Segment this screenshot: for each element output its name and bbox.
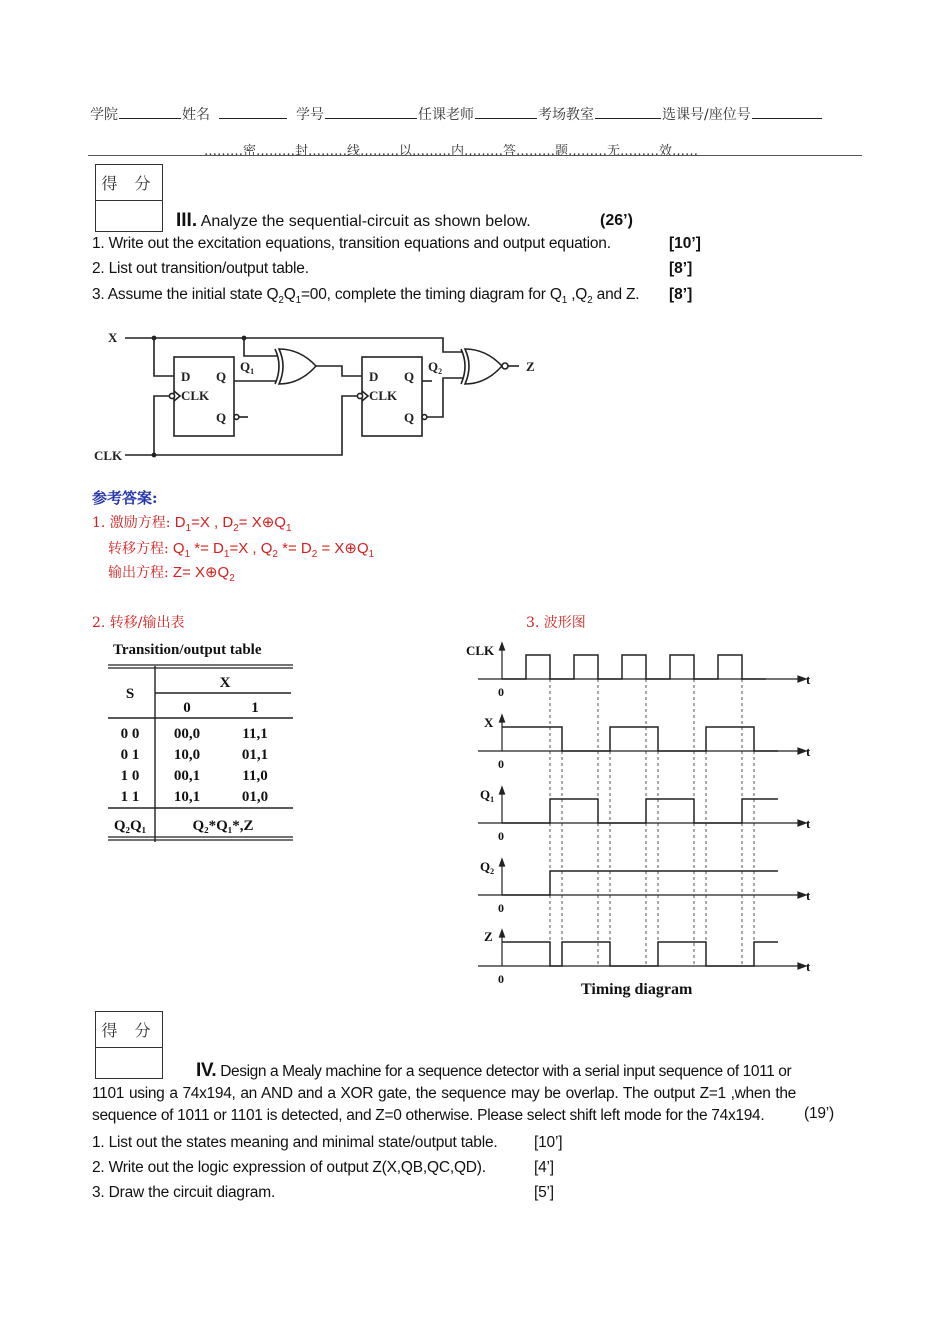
svg-text:11,1: 11,1	[242, 726, 268, 742]
timing-diagram	[460, 635, 820, 1005]
field-seat-label: 选课号/座位号	[662, 107, 751, 123]
xor-gate-1	[279, 349, 316, 384]
svg-text:01,1: 01,1	[241, 747, 269, 763]
excitation-equation: 1. 激励方程: $D_1=X$ , $D_2=$ $X\oplus Q_1$	[92, 514, 292, 534]
score-box-q4	[95, 1011, 163, 1079]
svg-text:0: 0	[498, 685, 504, 699]
timing-diagram-title: Timing diagram	[581, 981, 693, 998]
svg-text:11,0: 11,0	[242, 768, 268, 784]
svg-text:0: 0	[498, 901, 504, 915]
field-studentid-label: 学号	[296, 107, 324, 123]
field-name-label: 姓名	[182, 107, 210, 123]
field-teacher-label: 任课老师	[418, 107, 474, 123]
col-s-header: S	[125, 686, 135, 702]
svg-text:Q1: $Q_1$	[240, 359, 255, 376]
field-studentid-blank[interactable]	[325, 108, 417, 119]
svg-text:t: t	[806, 672, 811, 687]
z-waveform	[502, 942, 778, 966]
svg-text:D: D	[181, 369, 191, 384]
svg-text:Q: Q	[404, 369, 415, 384]
q4-item-2: 2. Write out the logic expression of output Z(X,QB,QC,QD).	[92, 1159, 486, 1176]
waveform-heading: 3. 波形图	[526, 615, 586, 631]
svg-text:t: t	[806, 888, 811, 903]
q3-points: (26’)	[600, 212, 633, 229]
svg-text:t: t	[806, 816, 811, 831]
svg-text:0 0: 0 0	[120, 726, 140, 742]
circuit-diagram	[85, 320, 555, 470]
q4-first-line: IV. Design a Mealy machine for a sequence detector with a serial input sequence of 1011 or	[196, 1060, 792, 1081]
svg-text:00,1: 00,1	[173, 768, 201, 784]
svg-text:0: 0	[498, 757, 504, 771]
svg-text:Q2: $Q_2$	[428, 359, 443, 376]
svg-text:10,1: 10,1	[173, 789, 201, 805]
q3-title	[176, 210, 531, 232]
clk-waveform	[502, 655, 766, 679]
svg-text:1 0: 1 0	[120, 768, 140, 784]
svg-text:t: t	[806, 959, 811, 974]
svg-text:CLK: CLK	[181, 388, 210, 403]
score-box-q3	[95, 164, 163, 232]
z-output-label: Z	[526, 359, 535, 374]
svg-text:01,0: 01,0	[241, 789, 269, 805]
clk-signal-label: CLK	[466, 643, 495, 658]
q4-item-1: 1. List out the states meaning and minimal state/output table.	[92, 1134, 498, 1151]
x-to-d1-wire	[154, 338, 174, 376]
field-college-label: 学院	[90, 107, 118, 123]
q4-item-1-points: [10’]	[534, 1134, 563, 1151]
q3-item-3: 3. Assume the initial state $Q_2Q_1=00$, complete the timing diagram for $Q_1$ $,Q_2$ and Z.	[92, 286, 640, 307]
xor1-to-d2-wire	[316, 366, 362, 376]
q3-title-text: Analyze the sequential-circuit as shown below.	[200, 213, 531, 230]
q4-number: IV.	[196, 1060, 217, 1081]
q1-waveform	[502, 799, 778, 823]
field-name-blank[interactable]	[219, 108, 287, 119]
score-box-label: 得 分	[96, 1012, 162, 1048]
score-box-label: 得 分	[96, 165, 162, 201]
q3-item-2-points: [8’]	[669, 260, 693, 277]
q4-item-2-points: [4’]	[534, 1159, 554, 1176]
transition-table	[105, 662, 297, 844]
header-divider	[88, 155, 862, 156]
x-to-xor1-wire	[244, 338, 277, 356]
score-box-input[interactable]	[96, 201, 162, 231]
q3-item-3-points: [8’]	[669, 286, 693, 303]
transition-table-title: Transition/output table	[113, 642, 262, 658]
score-box-input[interactable]	[96, 1048, 162, 1078]
svg-text:t: t	[806, 744, 811, 759]
q2-signal-label: $Q_2$	[480, 859, 495, 876]
q2-waveform	[502, 871, 778, 895]
seal-line-text: ………密………封………线………以………内………答………题………无………效……	[204, 144, 698, 159]
col-x-header: X	[219, 675, 231, 691]
field-teacher-blank[interactable]	[475, 108, 537, 119]
q4-item-3: 3. Draw the circuit diagram.	[92, 1184, 276, 1201]
svg-text:10,0: 10,0	[173, 747, 201, 763]
svg-text:Q₂*Q₁*,Z: Q₂*Q₁*,Z	[192, 818, 254, 834]
clk-input-label: CLK	[94, 448, 123, 463]
svg-text:Q: Q	[216, 369, 227, 384]
exam-header-fields	[90, 104, 850, 124]
field-room-blank[interactable]	[595, 108, 661, 119]
svg-text:00,0: 00,0	[173, 726, 201, 742]
q2bar-wire	[427, 378, 463, 417]
q4-paragraph: 1101 using a 74x194, an AND and a XOR gate, the sequence may be overlap. The output Z=1 ,when the sequence of 1011 or 1101 is detected, and Z=0 otherwise. Please select shift left mode for the 74x194.	[92, 1085, 796, 1124]
svg-text:0 1: 0 1	[120, 747, 140, 763]
x-input-label: X	[108, 330, 118, 345]
svg-text:D: D	[369, 369, 379, 384]
field-college-blank[interactable]	[119, 108, 181, 119]
svg-text:Q₂Q₁: Q₂Q₁	[113, 818, 147, 834]
q1-signal-label: $Q_1$	[480, 787, 495, 804]
q4-item-3-points: [5’]	[534, 1184, 554, 1201]
q3-item-2: 2. List out transition/output table.	[92, 260, 309, 277]
q3-item-1: 1. Write out the excitation equations, transition equations and output equation.	[92, 235, 611, 252]
svg-text:1 1: 1 1	[120, 789, 140, 805]
svg-text:0: 0	[498, 829, 504, 843]
table-heading: 2. 转移/输出表	[92, 615, 185, 631]
svg-text:1: 1	[251, 700, 259, 716]
field-seat-blank[interactable]	[752, 108, 822, 119]
output-equation: 输出方程: $Z= X\oplus Q_2$	[108, 564, 235, 584]
xnor-gate-out	[465, 349, 502, 384]
svg-text:0: 0	[183, 700, 191, 716]
q3-item-1-points: [10’]	[669, 235, 701, 252]
field-room-label: 考场教室	[538, 107, 594, 123]
q4-points: (19’)	[804, 1105, 835, 1122]
transition-equation: 转移方程: $Q_1 *= D_1=X$ , $Q_2 *= D_2$ = $X\oplus Q_1$	[108, 540, 375, 560]
q3-number: III.	[176, 210, 198, 231]
svg-text:0: 0	[498, 972, 504, 986]
x-waveform	[502, 727, 778, 751]
z-signal-label: Z	[484, 929, 493, 944]
answer-heading: 参考答案:	[92, 489, 158, 507]
clk-wire	[125, 396, 358, 455]
svg-text:Q: Q	[404, 410, 415, 425]
svg-text:Q: Q	[216, 410, 227, 425]
x-signal-label: X	[484, 715, 494, 730]
x-wire	[125, 338, 463, 352]
svg-text:CLK: CLK	[369, 388, 398, 403]
clk-to-ff1-wire	[154, 396, 170, 455]
